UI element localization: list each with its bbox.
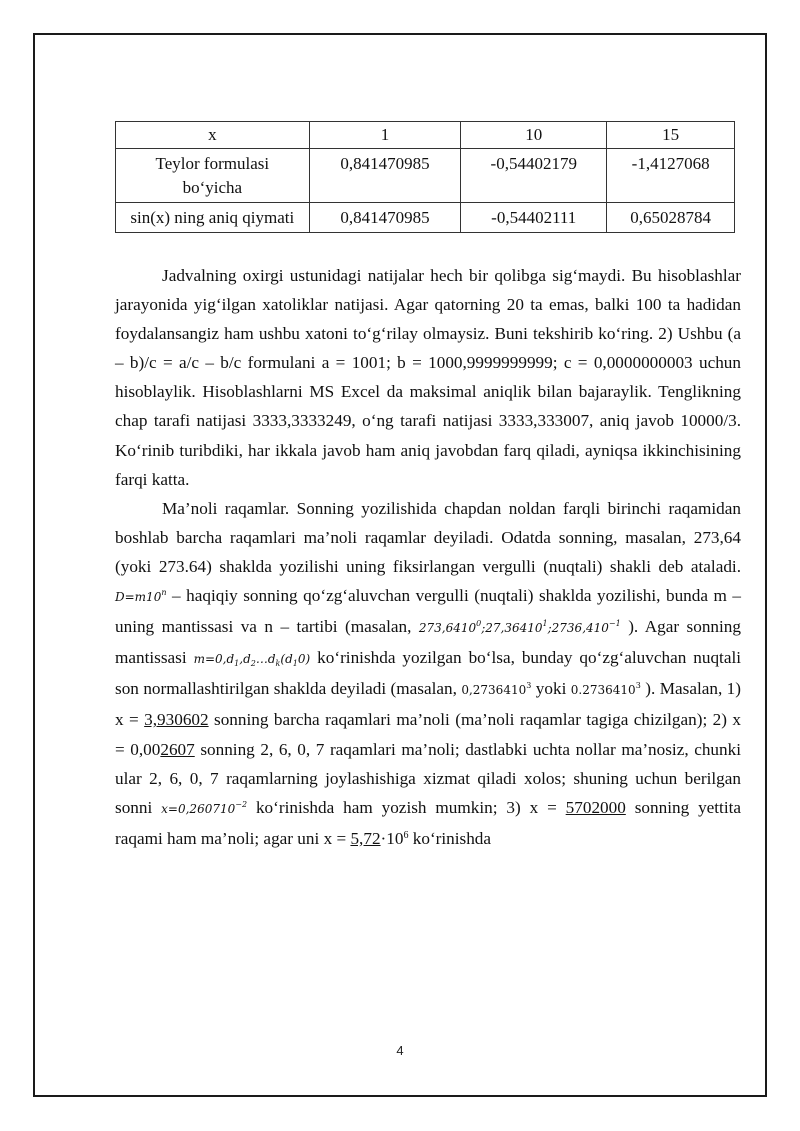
- underlined-digits: 5,72: [350, 828, 381, 848]
- table-header-cell: 1: [309, 122, 461, 149]
- table-header-cell: x: [116, 122, 310, 149]
- page-content: [115, 121, 741, 853]
- underlined-digits: 5702000: [565, 797, 626, 817]
- formula-floating-point: $D=m10^n$: [115, 588, 167, 605]
- table-row: [116, 149, 735, 203]
- body-text: [115, 261, 741, 853]
- underlined-digits: 2607: [160, 739, 195, 759]
- table-row: [116, 203, 735, 233]
- formula-scientific: $x=0,260710^{-2}$: [161, 799, 248, 816]
- page-number: 4: [396, 1043, 404, 1058]
- formula-normalized-2: 0.2736410$^3$: [570, 681, 641, 698]
- underlined-digits: 3,930602: [144, 710, 209, 730]
- table-cell: -1,4127068: [607, 149, 735, 203]
- table-header-cell: 15: [607, 122, 735, 149]
- table-cell: 0,65028784: [607, 203, 735, 233]
- table-header-cell: 10: [461, 122, 607, 149]
- table-cell: 0,841470985: [309, 149, 461, 203]
- table-row-label: sin(x) ning aniq qiymati: [116, 203, 310, 233]
- table-header-row: [116, 122, 735, 149]
- table-cell: -0,54402111: [461, 203, 607, 233]
- table-row-label: Teylor formulasi bo‘yicha: [116, 149, 310, 203]
- table-cell: 0,841470985: [309, 203, 461, 233]
- paragraph-1: Jadvalning oxirgi ustunidagi natijalar hech bir qolibga sig‘maydi. Bu hisoblashlar jarayonida yig‘ilgan xatoliklar natijasi. Agar qatorning 20 ta emas, balki 100 ta hadidan foydalansangiz ham ushbu xatoni to‘g‘rilay olmaysiz. Buni tekshirib ko‘ring. 2) Ushbu (a – b)/c = a/c – b/c formulani a = 1001; b = 1000,9999999999; c = 0,0000000003 uchun hisoblaylik. Hisoblashlarni MS Excel da maksimal aniqlik bilan bajaraylik. Tenglikning chap tarafi natijasi 3333,3333249, o‘ng tarafi natijasi 3333,333007, aniq javob 10000/3. Ko‘rinib turibdiki, har ikkala javob ham aniq javobdan farq qiladi, ayniqsa ikkinchisining farqi katta.: [115, 266, 741, 489]
- table-cell: -0,54402179: [461, 149, 607, 203]
- paragraph-2: Ma’noli raqamlar. Sonning yozilishida chapdan noldan farqli birinchi raqamidan boshlab barcha raqamlari ma’noli raqamlar deyiladi. Odatda sonning, masalan, 273,64 (yoki 273.64) shaklda yozilishi uning fiksirlangan vergulli (nuqtali) shakli deb ataladi. $D=m10^n$ – haqiqiy sonning qo‘zg‘aluvchan vergulli (nuqtali) shaklda yozilishi, bunda m – uning mantissasi va n – tartibi (masalan, $273,6410^0;27,36410^1;2736,410^{-1}$ ). Agar sonning mantissasi $m=0,d_1,d_2\dots d_k(d_10)$ ko‘rinishda yozilgan bo‘lsa, bunday qo‘zg‘aluvchan nuqtali son normallashtirilgan shaklda deyiladi (masalan, 0,2736410$^3$ yoki 0.2736410$^3$ ). Masalan, 1) x = 3,930602 sonning barcha raqamlari ma’noli (ma’noli raqamlar tagiga chizilgan); 2) x = 0,002607 sonning 2, 6, 0, 7 raqamlari ma’noli; dastlabki uchta nollar ma’nosiz, chunki ular 2, 6, 0, 7 raqamlarning joylashishiga xizmat qiladi xolos; shuning uchun berilgan sonni $x=0,260710^{-2}$ ko‘rinishda ham yozish mumkin; 3) x = 5702000 sonning yettita raqami ham ma’noli; agar uni $x = 5,72\cdot 10^6$ ko‘rinishda: [115, 498, 742, 848]
- formula-mantissa: $m=0,d_1,d_2\dots d_k(d_10)$: [193, 652, 311, 669]
- formula-normalized-1: 0,2736410$^3$: [461, 681, 532, 698]
- formula-examples: $273,6410^0;27,36410^1;2736,410^{-1}$: [418, 619, 621, 636]
- comparison-table: [115, 121, 735, 233]
